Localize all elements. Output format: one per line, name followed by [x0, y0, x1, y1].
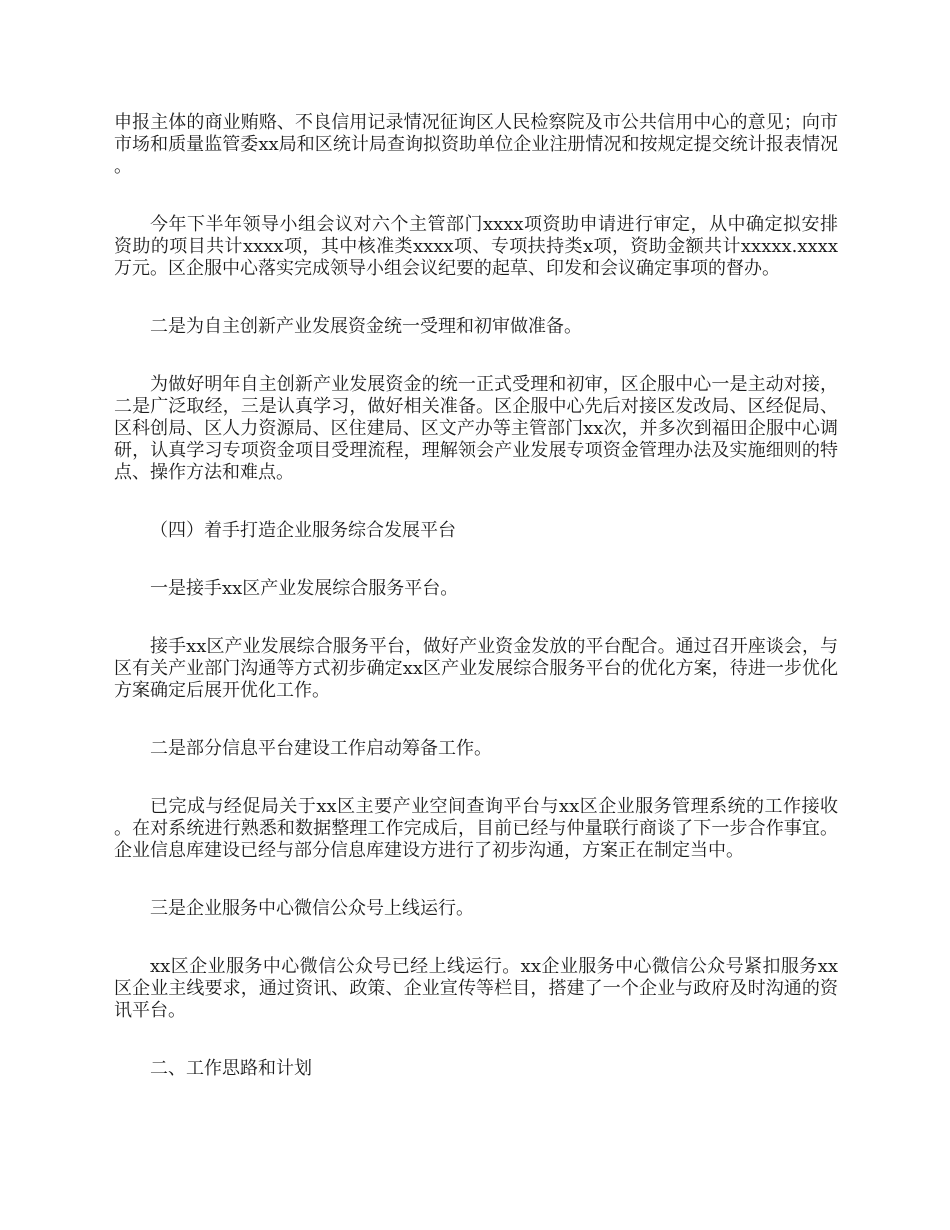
heading-info-platform: 二是部分信息平台建设工作启动筹备工作。	[150, 738, 492, 759]
paragraph-credit-inquiry: 申报主体的商业贿赂、不良信用记录情况征询区人民检察院及市公共信用中心的意见；向市市场和质量监管委xx局和区统计局查询拟资助单位企业注册情况和按规定提交统计报表情况。	[114, 112, 838, 177]
paragraph-innovation-fund: 为做好明年自主创新产业发展资金的统一正式受理和初审，区企服中心一是主动对接，二是广泛取经，三是认真学习，做好相关准备。区企服中心先后对接区发改局、区经促局、区科创局、区人力资源局、区住建局、区文产办等主管部门xx次，并多次到福田企服中心调研，认真学习专项资金项目受理流程，理解领会产业发展专项资金管理办法及实施细则的特点、操作方法和难点。	[114, 374, 838, 483]
document-body	[114, 112, 838, 1116]
heading-platform-takeover: 一是接手xx区产业发展综合服务平台。	[150, 578, 459, 599]
paragraph-review-meeting: 今年下半年领导小组会议对六个主管部门xxxx项资助申请进行审定，从中确定拟安排资助的项目共计xxxx项，其中核准类xxxx项、专项扶持类x项，资助金额共计xxxxx.xxxx万元。区企服中心落实完成领导小组会议纪要的起草、印发和会议确定事项的督办。	[114, 214, 838, 279]
paragraph-info-platform: 已完成与经促局关于xx区主要产业空间查询平台与xx区企业服务管理系统的工作接收。在对系统进行熟悉和数据整理工作完成后，目前已经与仲量联行商谈了下一步合作事宜。企业信息库建设已经与部分信息库建设方进行了初步沟通，方案正在制定当中。	[114, 796, 838, 861]
heading-innovation-fund: 二是为自主创新产业发展资金统一受理和初审做准备。	[150, 316, 582, 337]
paragraph-platform-takeover: 接手xx区产业发展综合服务平台，做好产业资金发放的平台配合。通过召开座谈会，与区有关产业部门沟通等方式初步确定xx区产业发展综合服务平台的优化方案，待进一步优化方案确定后展开优化工作。	[114, 636, 838, 701]
heading-wechat-account: 三是企业服务中心微信公众号上线运行。	[150, 898, 474, 919]
heading-work-plan: 二、工作思路和计划	[150, 1058, 312, 1079]
paragraph-wechat-account: xx区企业服务中心微信公众号已经上线运行。xx企业服务中心微信公众号紧扣服务xx区企业主线要求，通过资讯、政策、企业宣传等栏目，搭建了一个企业与政府及时沟通的资讯平台。	[114, 956, 838, 1021]
heading-section-four: （四）着手打造企业服务综合发展平台	[150, 520, 456, 541]
